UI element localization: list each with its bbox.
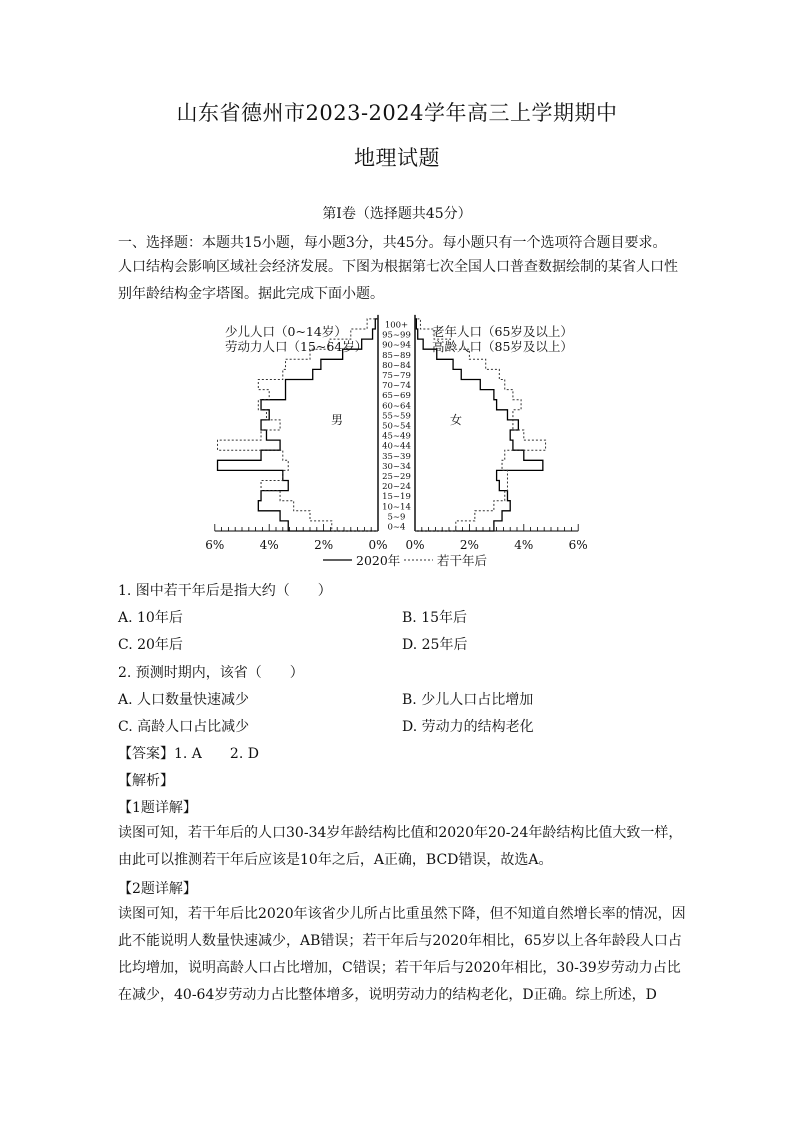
legend-elderly: 老年人口（65岁及以上） (432, 324, 573, 339)
legend-future-label: 若干年后 (437, 553, 488, 568)
question-2-stem: 2. 预测时期内，该省（ ） (118, 665, 304, 681)
page-title: 山东省德州市2023-2024学年高三上学期期中 (176, 101, 618, 125)
q2-option-c: C. 高龄人口占比减少 (118, 719, 250, 735)
detail-2-label: 【2题详解】 (118, 881, 197, 897)
age-group-label: 25~29 (382, 472, 411, 482)
x-tick-label: 4% (514, 538, 534, 552)
question-context: 人口结构会影响区域社会经济发展。下图为根据第七次全国人口普查数据绘制的某省人口性别年龄结构金字塔图。据此完成下面小题。 (118, 259, 678, 302)
age-group-label: 40~44 (382, 441, 411, 452)
page-subtitle: 地理试题 (354, 146, 440, 170)
detail-1-text: 读图可知，若干年后的人口30-34岁年龄结构比值和2020年20-24年龄结构比值大致一样，由此可以推测若干年后应该是10年之后，A正确，BCD错误，故选A。 (118, 825, 683, 868)
age-group-label: 90~94 (382, 340, 411, 351)
q1-option-b: B. 15年后 (402, 610, 468, 626)
age-group-label: 70~74 (382, 381, 411, 392)
legend-children: 少儿人口（0~14岁） (225, 324, 347, 339)
age-group-label: 65~69 (382, 391, 411, 402)
q1-option-c: C. 20年后 (118, 637, 183, 653)
q2-option-a: A. 人口数量快速减少 (118, 692, 250, 708)
age-group-label: 30~34 (382, 461, 411, 472)
legend-2020-label: 2020年 (356, 553, 401, 568)
male-label: 男 (330, 413, 344, 427)
instructions: 一、选择题：本题共15小题，每小题3分，共45分。每小题只有一个选项符合题目要求。 (118, 235, 667, 251)
answer-text: 1. A 2. D (174, 746, 259, 762)
question-1-stem: 1. 图中若干年后是指大约（ ） (118, 583, 332, 599)
age-group-label: 45~49 (382, 431, 411, 442)
detail-2-text: 读图可知，若干年后比2020年该省少儿所占比重虽然下降，但不知道自然增长率的情况，因此不能说明人数量快速减少，AB错误；若干年后与2020年相比，65岁以上各年龄段人口占比均增加，说明高龄人口占比增加，C错误；若干年后与2020年相比，30-39岁劳动力占比在减少，40-64岁劳动力占比整体增多，说明劳动力的结构老化，D正确。综上所述，D (118, 906, 686, 1003)
x-tick-label: 4% (259, 538, 279, 552)
age-group-label: 95~99 (382, 330, 411, 341)
age-group-label: 50~54 (382, 421, 411, 432)
detail-1-label: 【1题详解】 (118, 800, 197, 816)
age-group-label: 15~19 (382, 492, 411, 503)
legend-very-old: 高龄人口（85岁及以上） (432, 339, 573, 354)
x-tick-label: 0% (405, 538, 425, 552)
age-group-label: 75~79 (382, 371, 411, 381)
age-group-label: 55~59 (382, 411, 411, 422)
q1-option-a: A. 10年后 (118, 610, 183, 626)
x-tick-label: 2% (314, 538, 334, 552)
x-tick-label: 6% (205, 538, 225, 552)
age-group-label: 20~24 (382, 482, 411, 493)
x-tick-label: 2% (459, 538, 479, 552)
age-group-label: 35~39 (382, 451, 411, 462)
q2-option-d: D. 劳动力的结构老化 (402, 719, 534, 735)
age-group-label: 60~64 (382, 401, 411, 412)
x-tick-label: 6% (568, 538, 588, 552)
age-group-label: 0~4 (387, 522, 406, 533)
q2-option-b: B. 少儿人口占比增加 (402, 692, 534, 708)
section-header: 第Ⅰ卷（选择题共45分） (322, 206, 472, 222)
answer-label: 【答案】 (118, 746, 174, 762)
analysis-label: 【解析】 (118, 773, 174, 789)
female-label: 女 (449, 413, 463, 427)
age-group-label: 80~84 (382, 360, 411, 371)
age-group-label: 100+ (384, 320, 409, 331)
q1-option-d: D. 25年后 (402, 637, 468, 653)
age-group-label: 5~9 (387, 512, 406, 523)
x-tick-label: 0% (368, 538, 388, 552)
legend-labor: 劳动力人口（15~64岁） (225, 339, 368, 354)
age-group-label: 10~14 (382, 502, 411, 513)
age-group-label: 85~89 (382, 350, 411, 361)
answer-line (118, 743, 259, 763)
